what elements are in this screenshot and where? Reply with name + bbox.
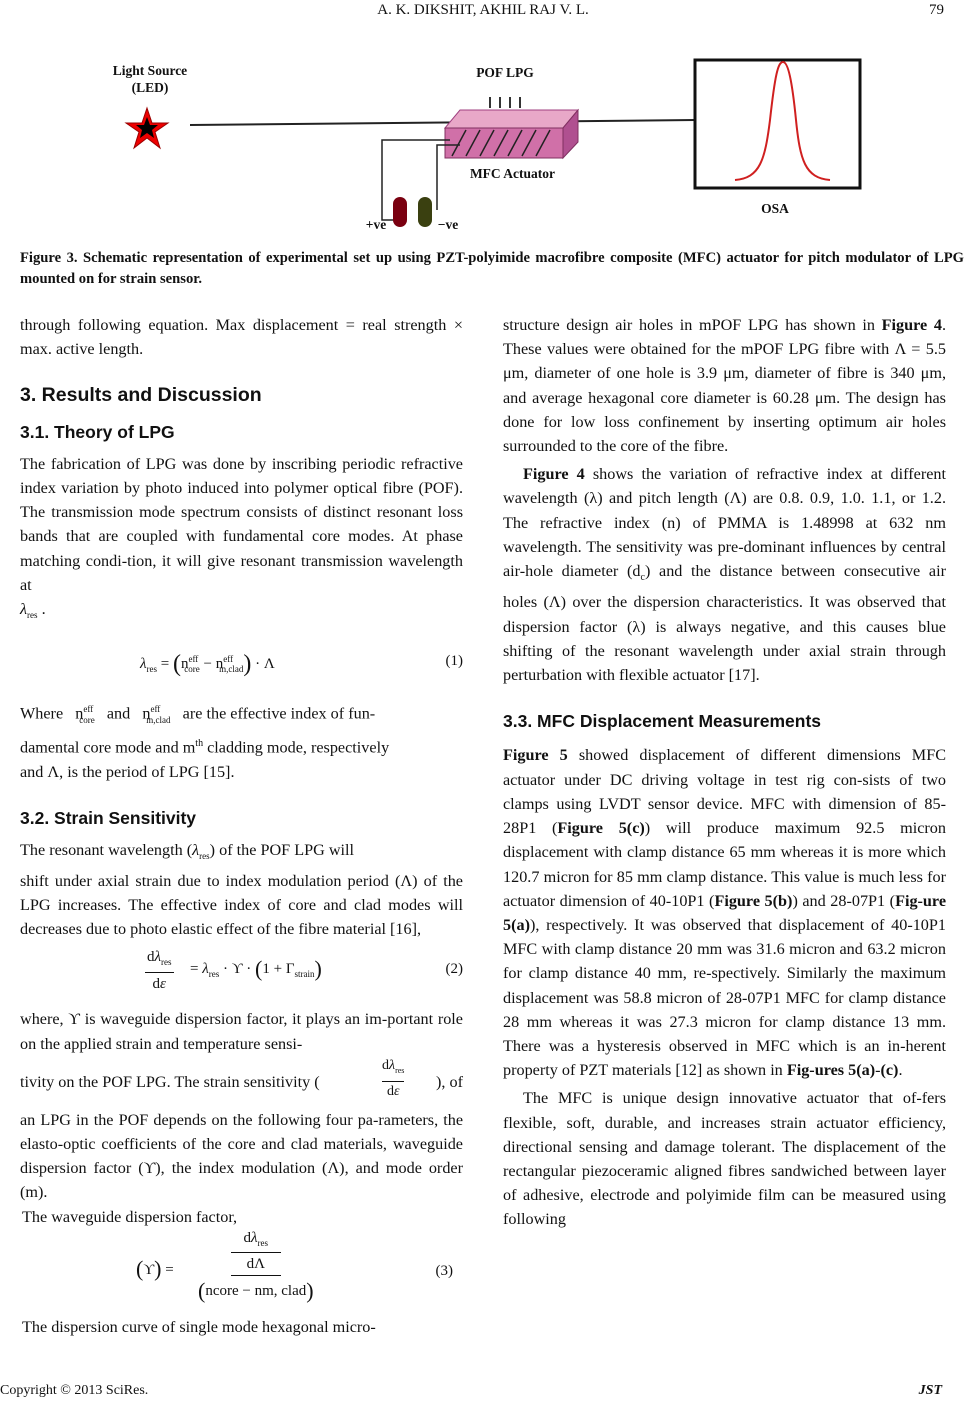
positive-electrode: [393, 197, 407, 227]
paragraph: and Λ, is the period of LPG [15].: [20, 762, 235, 781]
copyright: Copyright © 2013 SciRes.: [0, 1383, 149, 1398]
subsection-heading: 3.3. MFC Displacement Measurements: [503, 711, 822, 732]
subsection-heading: 3.1. Theory of LPG: [20, 421, 175, 442]
paragraph: Figure 5 showed displacement of different dimensions MFC actuator under DC driving voltage in test rig con-sists of two clamps using LVDT sensor device. MFC with dimension of 85-28P1 (Figure 5(c)) will produce maximum 92.5 micron displacement with clamp distance 65 mm whereas it is more which 120.7 micron for 85 mm clamp distance. This value is much less for actuator dimension of 40-10P1 (Figure 5(b)) and 28-07P1 (Fig-ure 5(a)), respectively. It was observed that displacement of 40-10P1 MFC with clamp distance 20 mm was 31.6 micron and 63.2 micron for clamp distance 40 mm, re-spectively. Similarly the maximum displacement was 58.8 micron of 28-07P1 MFC for clamp distance 28 mm whereas it was 27.3 micron for clamp distance 13 mm. There was a hysteresis observed in MFC which is an in-herent property of PZT materials [12] as shown in Fig-ures 5(a)-(c).: [503, 746, 947, 1080]
osa-label: OSA: [761, 201, 789, 216]
subsection-heading: 3.2. Strain Sensitivity: [20, 808, 197, 829]
journal-name: JST: [918, 1383, 942, 1398]
equation-number: (3): [435, 1262, 453, 1279]
section-heading: 3. Results and Discussion: [20, 384, 262, 407]
page-number: 79: [929, 2, 944, 18]
paragraph: where, ϒ is waveguide dispersion factor, it plays an im-portant role on the applied strain and temperature sensi-: [20, 1010, 463, 1053]
paragraph: The resonant wavelength $(\lambda_{res})$ of the POF LPG will: [20, 841, 355, 862]
paragraph: tivity on the POF LPG. The strain sensitivity ( $d\lambda_{res}$ dε ), of: [20, 1057, 463, 1099]
right-column: [503, 313, 946, 1232]
paragraph: The fabrication of LPG was done by inscribing periodic refractive index variation by photo induced into polymer optical fibre (POF). The transmission mode spectrum consists of distinct resonant loss bands that are coupled with fundamental core modes. At phase matching condi-tion, it will give resonant transmission wavelength at: [20, 454, 463, 594]
paragraph: Where $n^{eff}_{core}$ and $n^{eff}_{m,clad}$ are the effective index of fun-: [20, 704, 376, 726]
pof-lpg-label: POF LPG: [476, 65, 534, 80]
paragraph: an LPG in the POF depends on the following four pa-rameters, the elasto-optic coefficients of the core and clad materials, waveguide dispersion factor (ϒ), the index modulation (Λ), and mode order (m).: [20, 1110, 463, 1202]
paragraph: through following equation. Max displacement = real strength × max. active length.: [20, 316, 463, 359]
equation-3: (ϒ) = $d\lambda_{res}$ dΛ (ncore − nm, clad) (3): [136, 1229, 453, 1303]
paragraph: Figure 4 shows the variation of refractive index at different wavelength (λ) and pitch length (Λ) are 0.8. 0.9, 1.0. 1.1, or 1.2. The refractive index (n) of PMMA is 1.48998 at 632 nm wavelength. The sensitivity was pre-dominant influences by central air-hole diameter $(d_c)$ and the distance between consecutive air holes (Λ) over the dispersion characteristics. It was observed that dispersion factor (λ) is always negative, and this causes blue shifting of the resonant wavelength under axial strain through perturbation with flexible actuator [17].: [503, 465, 946, 685]
negative-label: −ve: [437, 217, 459, 232]
running-header: A. K. DIKSHIT, AKHIL RAJ V. L.: [377, 2, 589, 18]
lambda-res-inline: $\lambda_{res}$ .: [20, 600, 46, 621]
paragraph: The waveguide dispersion factor,: [22, 1207, 238, 1226]
figure-caption: Figure 3. Schematic representation of experimental set up using PZT-polyimide macrofibre composite (MFC) actuator for pitch modulator of LPG mounted on for strain sensor.: [20, 250, 964, 287]
mfc-actuator-label: MFC Actuator: [469, 166, 556, 181]
paragraph: The MFC is unique design innovative actuator that of-fers flexible, soft, durable, and increases strain actuator efficiency, directional sensing and damage tolerant. The displacement of the rectangular piezoceramic aligned fibres sandwiched between layer of adhesive, electrode and polyimide film can be measured using following: [503, 1089, 946, 1229]
light-source-label: Light Source (LED): [112, 63, 188, 95]
positive-label: +ve: [365, 217, 387, 232]
left-column: [20, 313, 463, 1339]
equation-number: (1): [445, 653, 463, 670]
paragraph: structure design air holes in mPOF LPG has shown in Figure 4. These values were obtained for the mPOF LPG fibre with Λ = 5.5 μm, diameter of one hole is 3.9 μm, diameter of fibre is 340 μm, and average hexagonal core diameter is 60.28 μm. The design has done for low loss confinement by inserting optimum air holes surrounded to the core of the fibre.: [503, 316, 946, 456]
paragraph: damental core mode and $m^{th}$ cladding mode, respectively: [20, 738, 390, 757]
paragraph: shift under axial strain due to index modulation period (Λ) of the LPG increases. The effective index of core and clad modes will decreases due to photo elastic effect of the fibre material [16],: [20, 871, 463, 939]
osa-box: [695, 60, 860, 188]
equation-1: $\lambda_{res} = (n^{eff}_{core} - n^{eff}_{m,clad}) \cdot \Lambda$ (1): [140, 651, 463, 678]
equation-number: (2): [445, 961, 463, 978]
equation-2: $d\lambda_{res}$ dε = $\lambda_{res} \cdot ϒ \cdot (1 + \Gamma_{strain})$ (2): [147, 949, 463, 993]
paragraph: The dispersion curve of single mode hexagonal micro-: [22, 1317, 376, 1336]
